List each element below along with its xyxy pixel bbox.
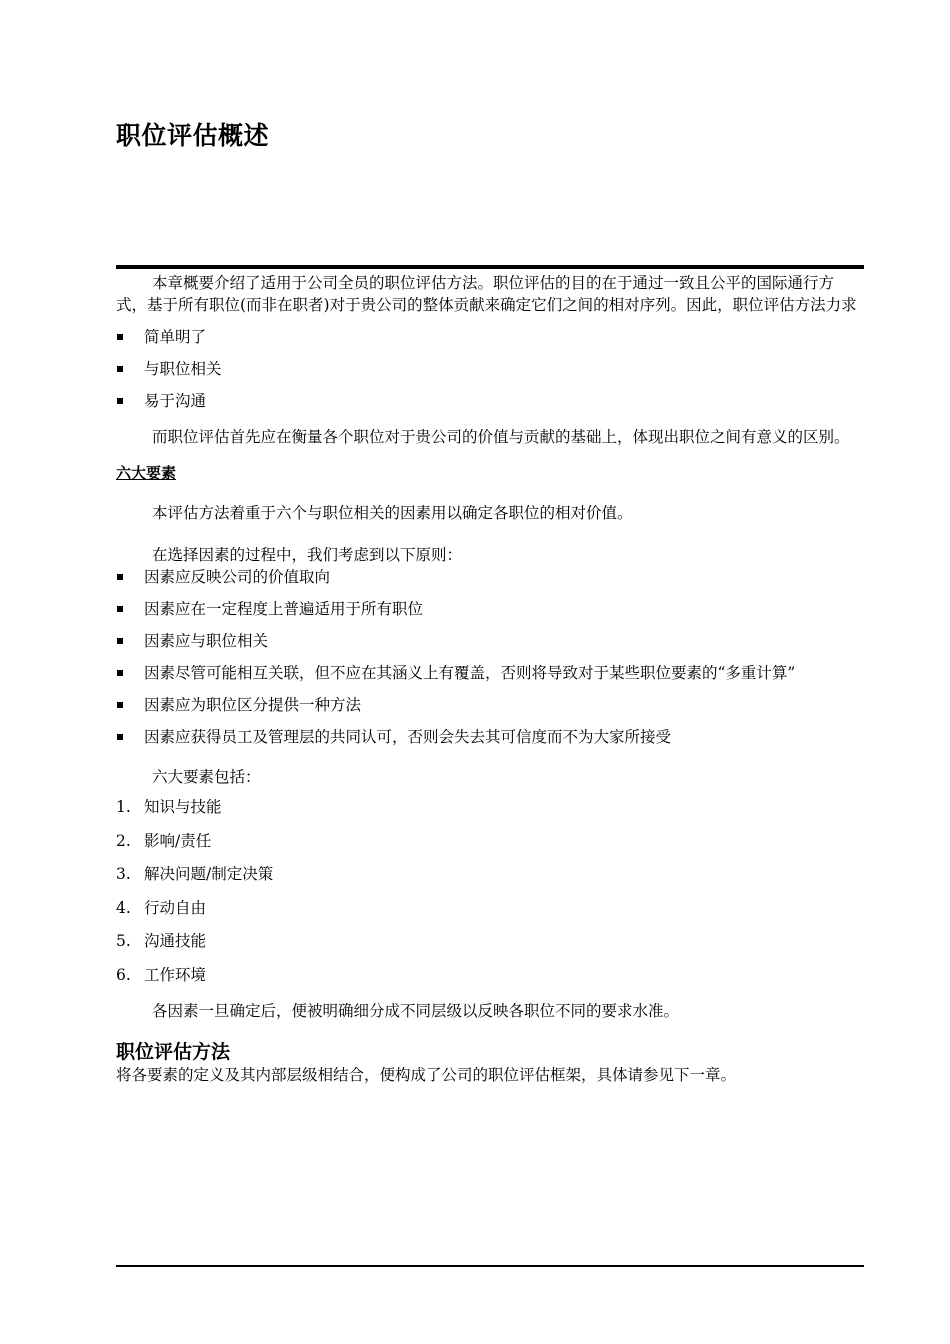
top-divider <box>116 265 864 269</box>
list-number: 3. <box>116 865 131 883</box>
factors-outro: 各因素一旦确定后，便被明确细分成不同层级以反映各职位不同的要求水准。 <box>152 1001 680 1020</box>
list-number: 2. <box>116 831 131 850</box>
factor-label: 影响/责任 <box>144 831 212 850</box>
list-item <box>116 830 864 852</box>
method-paragraph: 将各要素的定义及其内部层级相结合，便构成了公司的职位评估框架，具体请参见下一章。 <box>116 1065 737 1084</box>
principles-intro: 在选择因素的过程中，我们考虑到以下原则： <box>152 546 463 564</box>
list-item <box>116 863 864 885</box>
factor-label: 行动自由 <box>144 898 207 917</box>
list-item: 与职位相关 <box>116 358 864 380</box>
list-number: 6. <box>116 965 131 984</box>
list-item: 易于沟通 <box>116 390 864 412</box>
principles-list <box>116 566 864 748</box>
method-heading: 职位评估方法 <box>116 1040 231 1063</box>
list-item <box>116 964 864 986</box>
factor-label: 解决问题/制定决策 <box>144 865 274 883</box>
list-item: 因素应为职位区分提供一种方法 <box>116 694 864 716</box>
intro-paragraph: 本章概要介绍了适用于公司全员的职位评估方法。职位评估的目的在于通过一致且公平的国际通行方式，基于所有职位(而非在职者)对于贵公司的整体贡献来确定它们之间的相对序列。因此，职位评估方法力求 <box>116 274 857 314</box>
list-item <box>116 796 864 818</box>
factor-label: 工作环境 <box>144 965 207 984</box>
factor-label: 知识与技能 <box>144 798 222 816</box>
document-body <box>116 272 864 1086</box>
list-item: 因素应与职位相关 <box>116 630 864 652</box>
list-number: 5. <box>116 932 131 950</box>
list-item: 因素应获得员工及管理层的共同认可，否则会失去其可信度而不为大家所接受 <box>116 726 864 748</box>
list-item: 简单明了 <box>116 326 864 348</box>
six-factors-intro: 本评估方法着重于六个与职位相关的因素用以确定各职位的相对价值。 <box>152 504 633 522</box>
list-item <box>116 930 864 952</box>
list-item <box>116 897 864 919</box>
factor-label: 沟通技能 <box>144 932 207 950</box>
value-paragraph: 而职位评估首先应在衡量各个职位对于贵公司的价值与贡献的基础上，体现出职位之间有意义的区别。 <box>152 428 850 446</box>
factors-intro: 六大要素包括： <box>152 768 261 786</box>
list-item: 因素应反映公司的价值取向 <box>116 566 864 588</box>
list-item: 因素尽管可能相互关联，但不应在其涵义上有覆盖，否则将导致对于某些职位要素的“多重计算” <box>116 662 864 684</box>
bottom-divider <box>116 1265 864 1267</box>
six-factors-heading: 六大要素 <box>116 464 177 482</box>
page-title: 职位评估概述 <box>116 121 270 150</box>
aims-list <box>116 326 864 412</box>
list-item: 因素应在一定程度上普遍适用于所有职位 <box>116 598 864 620</box>
factors-list <box>116 796 864 986</box>
list-number: 4. <box>116 898 131 917</box>
list-number: 1. <box>116 798 131 816</box>
